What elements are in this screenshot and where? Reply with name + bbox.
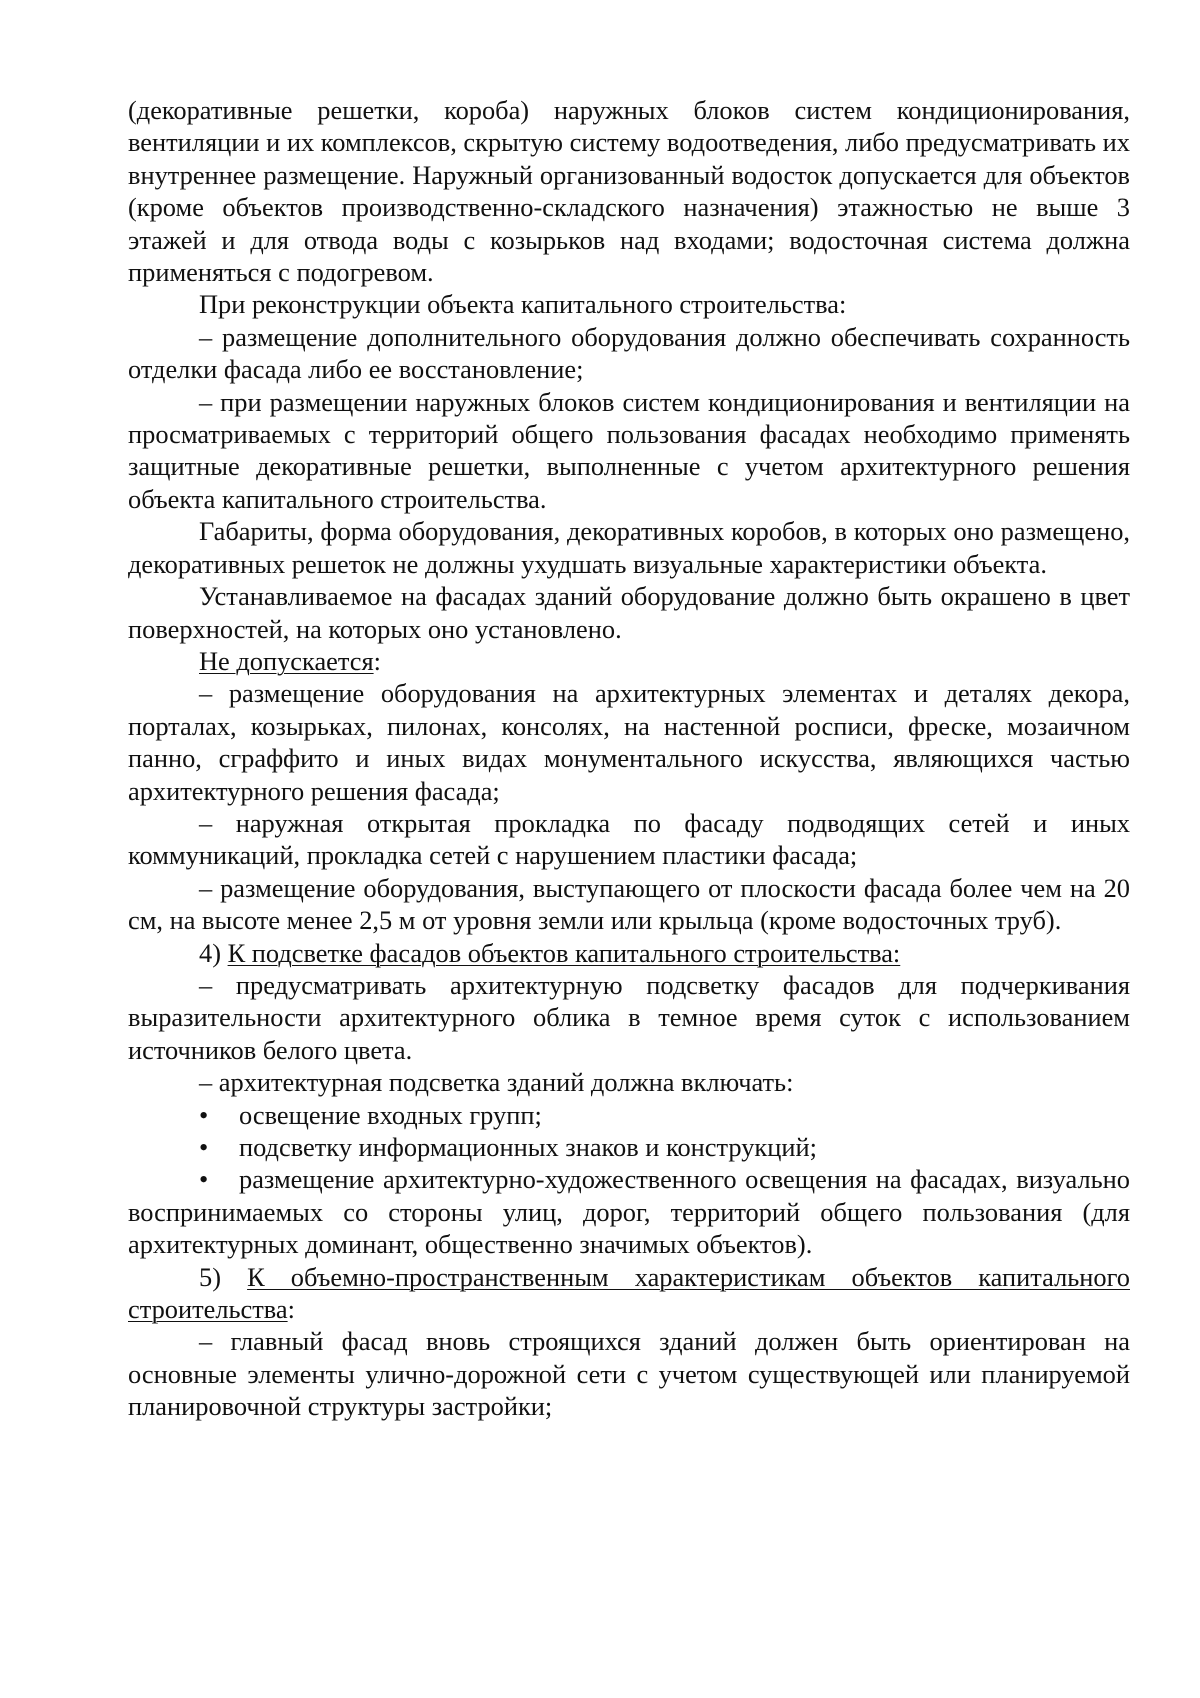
bullet-icon: • (199, 1164, 209, 1195)
list-item-text: подсветку информационных знаков и конструкций; (239, 1132, 817, 1162)
paragraph-architectural-lighting: – предусматривать архитектурную подсветку фасадов для подчеркивания выразительности архитектурного облика в темное время суток с использованием источников белого цвета. (128, 969, 1130, 1065)
paragraph-not-allowed (128, 645, 1130, 677)
paragraph-main-facade: – главный фасад вновь строящихся зданий должен быть ориентирован на основные элементы улично-дорожной сети с учетом существующей или планируемой планировочной структуры застройки; (128, 1326, 1130, 1422)
list-item (128, 1131, 1130, 1163)
list-item (128, 1099, 1130, 1131)
not-allowed-colon: : (373, 645, 381, 676)
section-5-heading (128, 1261, 1130, 1326)
section-4-number: 4) (199, 937, 228, 968)
paragraph-continuation: (декоративные решетки, короба) наружных блоков систем кондиционирования, вентиляции и их комплексов, скрытую систему водоотведения, либо предусматривать их внутреннее размещение. Наружный организованный водосток допускается для объектов (кроме объектов производственно-складского назначения) этажностью не выше 3 этажей и для отвода воды с козырьков над входами; водосточная система должна применяться с подогревом. (128, 95, 1130, 288)
paragraph-prohibition-protrusion: – размещение оборудования, выступающего от плоскости фасада более чем на 20 см, на высоте менее 2,5 м от уровня земли или крыльца (кроме водосточных труб). (128, 872, 1130, 936)
bullet-icon: • (199, 1099, 209, 1130)
section-5-colon: : (287, 1294, 295, 1325)
bullet-icon: • (199, 1132, 209, 1162)
section-5-title: К объемно-пространственным характеристикам объектов капитального строительства (128, 1261, 1130, 1325)
document-page (128, 94, 1130, 1423)
section-4-heading (128, 937, 1130, 969)
list-item (128, 1163, 1130, 1260)
paragraph-prohibition-networks: – наружная открытая прокладка по фасаду подводящих сетей и иных коммуникаций, прокладка сетей с нарушением пластики фасада; (128, 807, 1130, 871)
paragraph-decorative-grilles: – при размещении наружных блоков систем кондиционирования и вентиляции на просматриваемых с территорий общего пользования фасадах необходимо применять защитные декоративные решетки, выполненные с учетом архитектурного решения объекта капитального строительства. (128, 386, 1130, 514)
section-4-title: К подсветке фасадов объектов капитального строительства: (227, 937, 901, 968)
list-item-text: размещение архитектурно-художественного освещения на фасадах, визуально воспринимаемых со стороны улиц, дорог, территорий общего пользования (для архитектурных доминант, общественно значимых объектов). (128, 1164, 1130, 1260)
paragraph-equipment-color: Устанавливаемое на фасадах зданий оборудование должно быть окрашено в цвет поверхностей, на которых оно установлено. (128, 581, 1130, 644)
not-allowed-heading: Не допускается (199, 645, 374, 676)
paragraph-additional-equipment: – размещение дополнительного оборудования должно обеспечивать сохранность отделки фасада либо ее восстановление; (128, 321, 1130, 385)
paragraph-dimensions: Габариты, форма оборудования, декоративных коробов, в которых оно размещено, декоративных решеток не должны ухудшать визуальные характеристики объекта. (128, 516, 1130, 579)
section-5-number: 5) (199, 1261, 248, 1292)
list-item-text: освещение входных групп; (239, 1099, 542, 1130)
paragraph-reconstruction-intro: При реконструкции объекта капитального строительства: (199, 289, 847, 320)
paragraph-lighting-includes: – архитектурная подсветка зданий должна включать: (199, 1067, 794, 1098)
paragraph-prohibition-decor: – размещение оборудования на архитектурных элементах и деталях декора, порталах, козырьках, пилонах, консолях, на настенной росписи, фреске, мозаичном панно, сграффито и иных видах монументального искусства, являющихся частью архитектурного решения фасада; (128, 678, 1130, 806)
